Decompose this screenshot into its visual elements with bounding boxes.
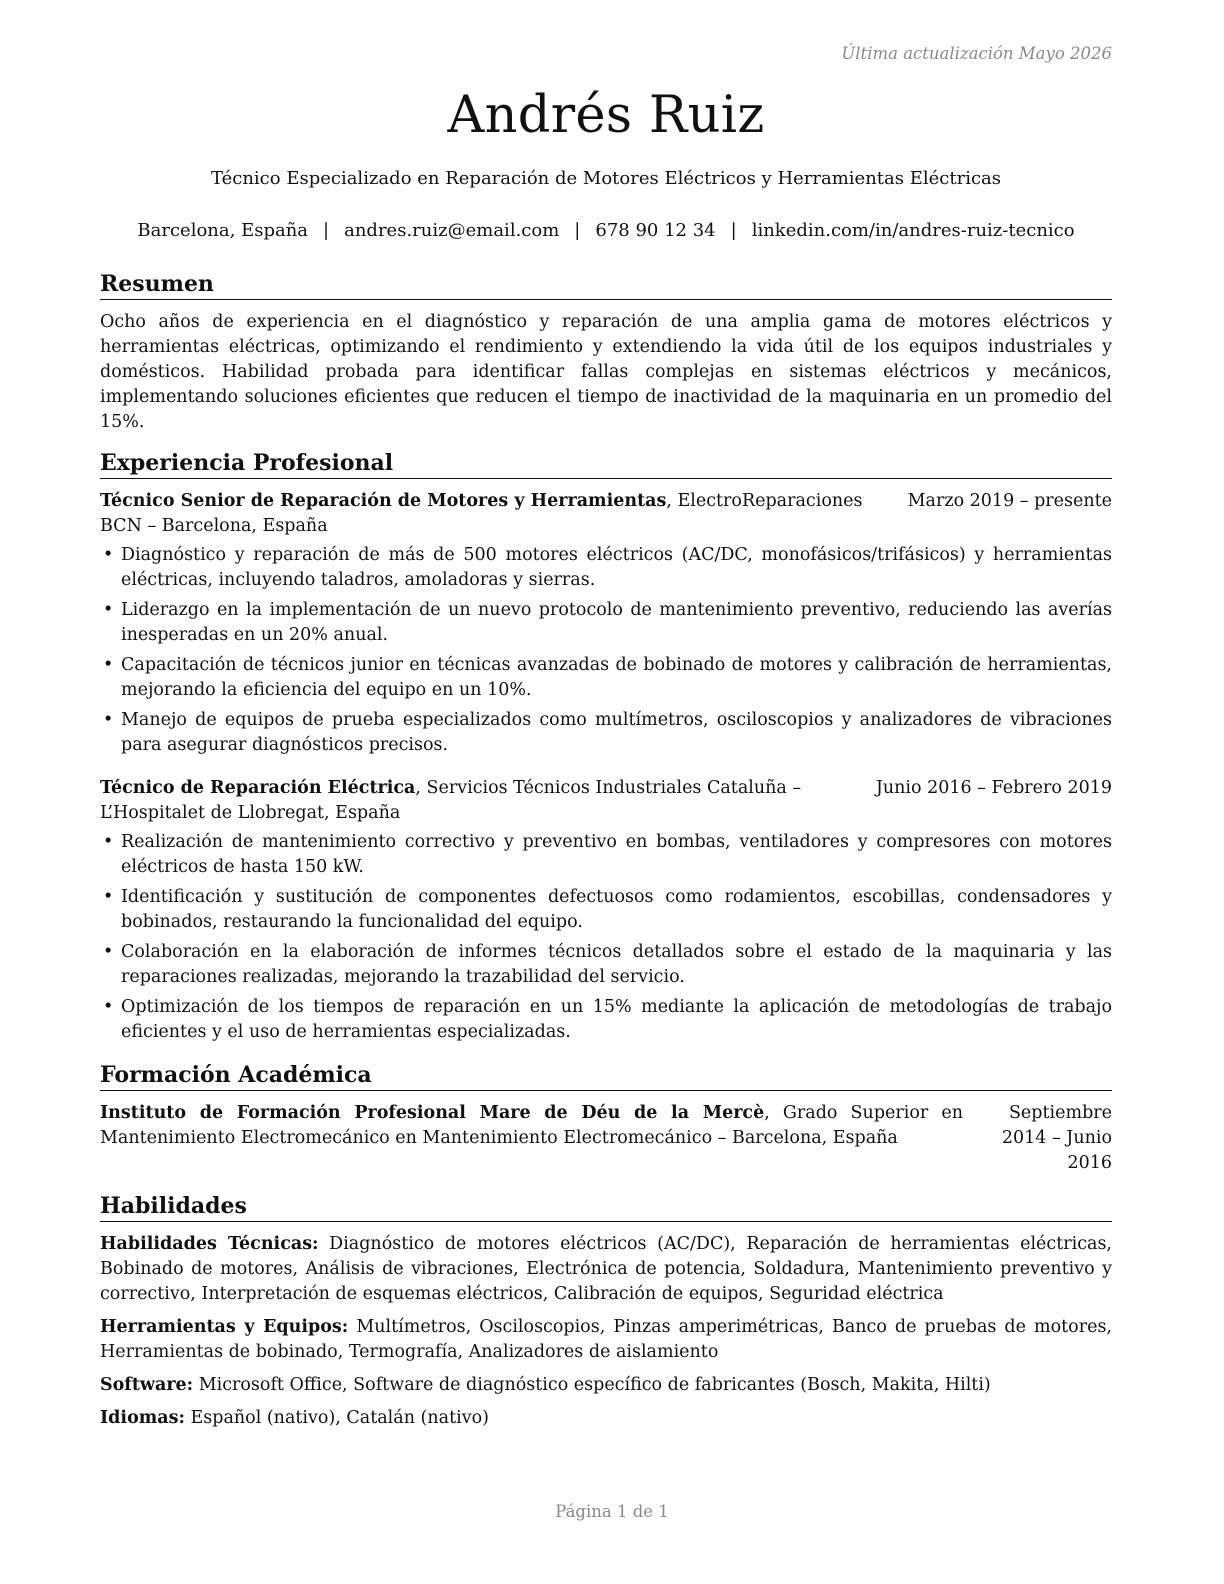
skill-label: Herramientas y Equipos:	[100, 1317, 349, 1337]
job-role: Técnico Senior de Reparación de Motores y Herramientas	[100, 491, 667, 511]
list-item	[100, 708, 1112, 758]
skill-text: Diagnóstico de motores eléctricos (AC/DC), Reparación de herramientas eléctricas, Bobinado de motores, Análisis de vibraciones, Electrónica de potencia, Soldadura, Mantenimiento preventivo y correctivo, Interpretación de esquemas eléctricos, Calibración de equipos, Seguridad eléctrica	[100, 1234, 1112, 1304]
contact-separator: |	[323, 220, 330, 241]
job-bullets	[100, 830, 1112, 1045]
bullet-icon: •	[103, 942, 114, 962]
bullet-text: Realización de mantenimiento correctivo y preventivo en bombas, ventiladores y compresores con motores eléctricos de hasta 150 kW.	[121, 832, 1112, 877]
job-role: Técnico de Reparación Eléctrica	[100, 778, 416, 798]
list-item	[100, 543, 1112, 593]
section-title-education: Formación Académica	[100, 1061, 1112, 1091]
job-info	[100, 489, 908, 539]
contact-separator: |	[730, 220, 737, 241]
bullet-icon: •	[103, 887, 114, 907]
education-section	[100, 1061, 1112, 1176]
last-updated: Última actualización Mayo 2026	[841, 44, 1112, 63]
skill-group	[100, 1315, 1112, 1365]
contact-separator: |	[574, 220, 581, 241]
skill-group	[100, 1406, 1112, 1431]
education-info	[100, 1101, 977, 1151]
list-item	[100, 995, 1112, 1045]
skill-label: Idiomas:	[100, 1408, 185, 1428]
section-title-experience: Experiencia Profesional	[100, 449, 1112, 479]
list-item	[100, 885, 1112, 935]
bullet-icon: •	[103, 545, 114, 565]
summary-section	[100, 270, 1112, 435]
skill-label: Software:	[100, 1375, 194, 1395]
skill-label: Habilidades Técnicas:	[100, 1234, 319, 1254]
section-title-summary: Resumen	[100, 270, 1112, 300]
bullet-text: Liderazgo en la implementación de un nuevo protocolo de mantenimiento preventivo, reduciendo las averías inesperadas en un 20% anual.	[121, 600, 1112, 645]
job-entry	[100, 776, 1112, 1045]
experience-section	[100, 449, 1112, 1045]
bullet-text: Colaboración en la elaboración de informes técnicos detallados sobre el estado de la maquinaria y las reparaciones realizadas, mejorando la trazabilidad del servicio.	[121, 942, 1112, 987]
bullet-icon: •	[103, 600, 114, 620]
headline: Técnico Especializado en Reparación de Motores Eléctricos y Herramientas Eléctricas	[210, 168, 1001, 189]
job-company: , ElectroReparaciones BCN – Barcelona, España	[100, 491, 863, 536]
job-company: , Servicios Técnicos Industriales Cataluña – L’Hospitalet de Llobregat, España	[100, 778, 802, 823]
education-entry	[100, 1101, 1112, 1176]
contact-linkedin[interactable]: linkedin.com/in/andres-ruiz-tecnico	[751, 220, 1075, 241]
skill-group	[100, 1232, 1112, 1307]
contact-location: Barcelona, España	[137, 220, 309, 241]
skill-group	[100, 1373, 1112, 1398]
job-entry	[100, 489, 1112, 758]
bullet-text: Diagnóstico y reparación de más de 500 motores eléctricos (AC/DC, monofásicos/trifásicos) y herramientas eléctricas, incluyendo taladros, amoladoras y sierras.	[121, 545, 1112, 590]
job-header	[100, 776, 1112, 826]
list-item	[100, 940, 1112, 990]
bullet-icon: •	[103, 832, 114, 852]
section-title-skills: Habilidades	[100, 1192, 1112, 1222]
skill-text: Multímetros, Osciloscopios, Pinzas amperimétricas, Banco de pruebas de motores, Herramientas de bobinado, Termografía, Analizadores de aislamiento	[100, 1317, 1112, 1362]
job-info	[100, 776, 876, 826]
candidate-name: Andrés Ruiz	[447, 86, 765, 145]
job-header	[100, 489, 1112, 539]
bullet-text: Identificación y sustitución de componentes defectuosos como rodamientos, escobillas, condensadores y bobinados, restaurando la funcionalidad del equipo.	[121, 887, 1112, 932]
contact-phone: 678 90 12 34	[595, 220, 716, 241]
resume-content	[100, 270, 1112, 1441]
education-dates: Septiembre 2014 – Junio 2016	[1001, 1103, 1112, 1173]
job-bullets	[100, 543, 1112, 758]
contact-email[interactable]: andres.ruiz@email.com	[344, 220, 560, 241]
bullet-text: Optimización de los tiempos de reparación en un 15% mediante la aplicación de metodologías de trabajo eficientes y el uso de herramientas especializadas.	[121, 997, 1112, 1042]
job-dates: Marzo 2019 – presente	[907, 491, 1112, 511]
skill-text: Español (nativo), Catalán (nativo)	[190, 1408, 489, 1428]
summary-text: Ocho años de experiencia en el diagnóstico y reparación de una amplia gama de motores eléctricos y herramientas eléctricas, optimizando el rendimiento y extendiendo la vida útil de los equipos industriales y domésticos. Habilidad probada para identificar fallas complejas en sistemas eléctricos y mecánicos, implementando soluciones eficientes que reducen el tiempo de inactividad de la maquinaria en un promedio del 15%.	[100, 312, 1112, 432]
education-institution: Instituto de Formación Profesional Mare de Déu de la Mercè	[100, 1103, 765, 1123]
contact-line	[100, 220, 1112, 241]
list-item	[100, 653, 1112, 703]
bullet-text: Manejo de equipos de prueba especializados como multímetros, osciloscopios y analizadores de vibraciones para asegurar diagnósticos precisos.	[121, 710, 1112, 755]
bullet-icon: •	[103, 997, 114, 1017]
skills-section	[100, 1192, 1112, 1431]
bullet-text: Capacitación de técnicos junior en técnicas avanzadas de bobinado de motores y calibración de herramientas, mejorando la eficiencia del equipo en un 10%.	[121, 655, 1112, 700]
education-degree: , Grado Superior en Mantenimiento Electromecánico en Mantenimiento Electromecánico – Barcelona, España	[100, 1103, 963, 1148]
skill-text: Microsoft Office, Software de diagnóstico específico de fabricantes (Bosch, Makita, Hilti)	[198, 1375, 991, 1395]
page-number: Página 1 de 1	[555, 1502, 669, 1521]
bullet-icon: •	[103, 710, 114, 730]
list-item	[100, 598, 1112, 648]
bullet-icon: •	[103, 655, 114, 675]
list-item	[100, 830, 1112, 880]
job-dates: Junio 2016 – Febrero 2019	[875, 778, 1112, 798]
